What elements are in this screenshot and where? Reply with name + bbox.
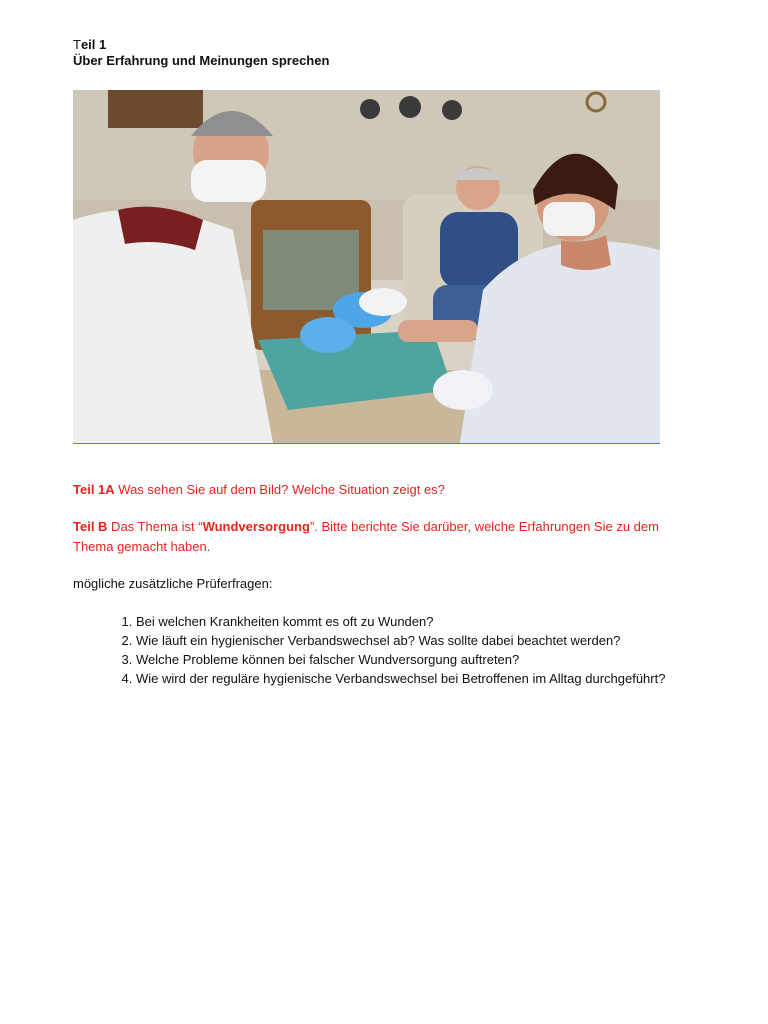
wound-care-photo xyxy=(73,90,660,444)
task-teil-b-text-after: ”. Bitte berichte Sie darüber, welche Erfahrungen Sie zu dem Thema gemacht haben. xyxy=(73,519,659,554)
photo-image xyxy=(73,90,660,443)
heading-part-title xyxy=(73,37,329,53)
page-heading xyxy=(73,37,329,69)
task-teil-b-label: Teil B xyxy=(73,519,108,534)
task-teil-1a-label: Teil 1A xyxy=(73,482,115,497)
task-teil-b-text-before: Das Thema ist “ xyxy=(107,519,203,534)
task-teil-b xyxy=(73,517,673,557)
heading-subtitle: Über Erfahrung und Meinungen sprechen xyxy=(73,53,330,68)
task-teil-1a xyxy=(73,480,673,500)
heading-part-rest: eil 1 xyxy=(80,37,107,52)
examiner-questions-list xyxy=(73,612,696,688)
list-item: 3. Welche Probleme können bei falscher Wundversorgung auftreten? xyxy=(136,650,696,669)
task-teil-1a-text: Was sehen Sie auf dem Bild? Welche Situation zeigt es? xyxy=(114,482,445,497)
list-item: 1. Bei welchen Krankheiten kommt es oft zu Wunden? xyxy=(136,612,696,631)
extra-questions-intro: mögliche zusätzliche Prüferfragen: xyxy=(73,576,273,591)
task-teil-b-topic: Wundversorgung xyxy=(202,519,310,534)
list-item: 2. Wie läuft ein hygienischer Verbandswechsel ab? Was sollte dabei beachtet werden? xyxy=(136,631,696,650)
list-item: 4. Wie wird der reguläre hygienische Verbandswechsel bei Betroffenen im Alltag durchgeführt? xyxy=(136,669,696,688)
heading-part-first-letter: T xyxy=(73,37,81,52)
